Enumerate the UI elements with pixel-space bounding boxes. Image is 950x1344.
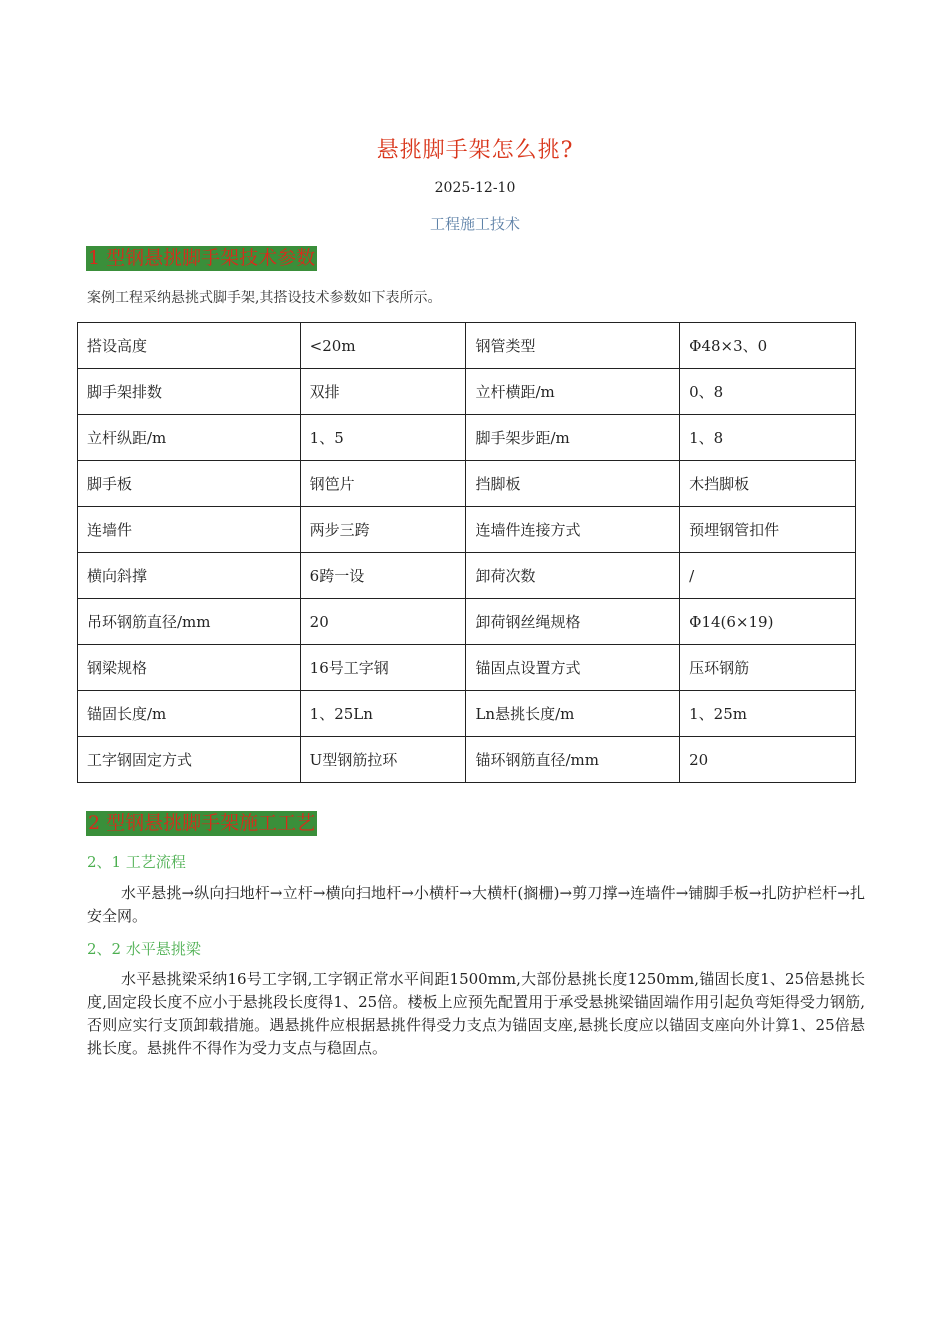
- parameters-table: [77, 322, 856, 783]
- section-1-intro: 案例工程采纳悬挑式脚手架,其搭设技术参数如下表所示。: [87, 290, 442, 306]
- parameter-label-cell: 连墙件连接方式: [466, 507, 680, 553]
- table-row: [78, 553, 856, 599]
- table-row: [78, 507, 856, 553]
- parameter-value-cell: 20: [680, 737, 856, 783]
- parameter-value-cell: 1、25m: [680, 691, 856, 737]
- parameter-value-cell: 两步三跨: [300, 507, 466, 553]
- parameter-label-cell: 吊环钢筋直径/mm: [78, 599, 301, 645]
- parameter-value-cell: 钢笆片: [300, 461, 466, 507]
- parameter-value-cell: 1、25Ln: [300, 691, 466, 737]
- article-title: 悬挑脚手架怎么挑?: [376, 138, 574, 163]
- article-source[interactable]: 工程施工技术: [429, 215, 520, 233]
- table-row: [78, 691, 856, 737]
- table-row: [78, 323, 856, 369]
- parameter-value-cell: 20: [300, 599, 466, 645]
- cantilever-beam-paragraph: 水平悬挑梁采纳16号工字钢,工字钢正常水平间距1500mm,大部份悬挑长度1250mm,锚固长度1、25倍悬挑长度,固定段长度不应小于悬挑段长度得1、25倍。楼板上应预先配置用于承受悬挑梁锚固端作用引起负弯矩得受力钢筋,否则应实行支顶卸载措施。遇悬挑件应根据悬挑件得受力支点为锚固支座,悬挑长度应以锚固支座向外计算1、25倍悬挑长度。悬挑件不得作为受力支点与稳固点。: [87, 970, 865, 1057]
- table-row: [78, 599, 856, 645]
- parameter-label-cell: 横向斜撑: [78, 553, 301, 599]
- parameter-value-cell: 木挡脚板: [680, 461, 856, 507]
- article-date: 2025-12-10: [434, 180, 516, 196]
- parameter-value-cell: Φ14(6×19): [680, 599, 856, 645]
- parameter-value-cell: 16号工字钢: [300, 645, 466, 691]
- parameter-label-cell: 卸荷钢丝绳规格: [466, 599, 680, 645]
- subsection-heading-cantilever-beam: 2、2 水平悬挑梁: [87, 940, 201, 958]
- parameter-label-cell: 锚固长度/m: [78, 691, 301, 737]
- table-row: [78, 369, 856, 415]
- parameter-value-cell: Φ48×3、0: [680, 323, 856, 369]
- parameter-value-cell: 1、5: [300, 415, 466, 461]
- parameter-label-cell: 锚固点设置方式: [466, 645, 680, 691]
- subsection-heading-process: 2、1 工艺流程: [87, 853, 186, 871]
- process-paragraph: 水平悬挑→纵向扫地杆→立杆→横向扫地杆→小横杆→大横杆(搁栅)→剪刀撑→连墙件→铺脚手板→扎防护栏杆→扎安全网。: [87, 884, 865, 925]
- parameter-value-cell: 压环钢筋: [680, 645, 856, 691]
- parameter-label-cell: Ln悬挑长度/m: [466, 691, 680, 737]
- parameter-label-cell: 脚手架步距/m: [466, 415, 680, 461]
- parameter-label-cell: 脚手板: [78, 461, 301, 507]
- parameter-label-cell: 钢梁规格: [78, 645, 301, 691]
- parameter-label-cell: 挡脚板: [466, 461, 680, 507]
- parameter-label-cell: 钢管类型: [466, 323, 680, 369]
- parameter-label-cell: 搭设高度: [78, 323, 301, 369]
- parameter-value-cell: U型钢筋拉环: [300, 737, 466, 783]
- table-row: [78, 645, 856, 691]
- parameter-label-cell: 工字钢固定方式: [78, 737, 301, 783]
- section-heading-2: 2 型钢悬挑脚手架施工工艺: [88, 812, 316, 834]
- parameter-value-cell: 0、8: [680, 369, 856, 415]
- parameter-value-cell: 预埋钢管扣件: [680, 507, 856, 553]
- parameter-label-cell: 立杆横距/m: [466, 369, 680, 415]
- parameter-value-cell: /: [680, 553, 856, 599]
- parameter-value-cell: <20m: [300, 323, 466, 369]
- parameter-label-cell: 卸荷次数: [466, 553, 680, 599]
- parameter-label-cell: 脚手架排数: [78, 369, 301, 415]
- parameter-label-cell: 锚环钢筋直径/mm: [466, 737, 680, 783]
- section-heading-1: 1 型钢悬挑脚手架技术参数: [88, 247, 316, 269]
- parameter-label-cell: 连墙件: [78, 507, 301, 553]
- parameter-label-cell: 立杆纵距/m: [78, 415, 301, 461]
- parameter-value-cell: 双排: [300, 369, 466, 415]
- parameters-table-body: [78, 323, 856, 783]
- table-row: [78, 461, 856, 507]
- parameter-value-cell: 1、8: [680, 415, 856, 461]
- table-row: [78, 415, 856, 461]
- table-row: [78, 737, 856, 783]
- parameter-value-cell: 6跨一设: [300, 553, 466, 599]
